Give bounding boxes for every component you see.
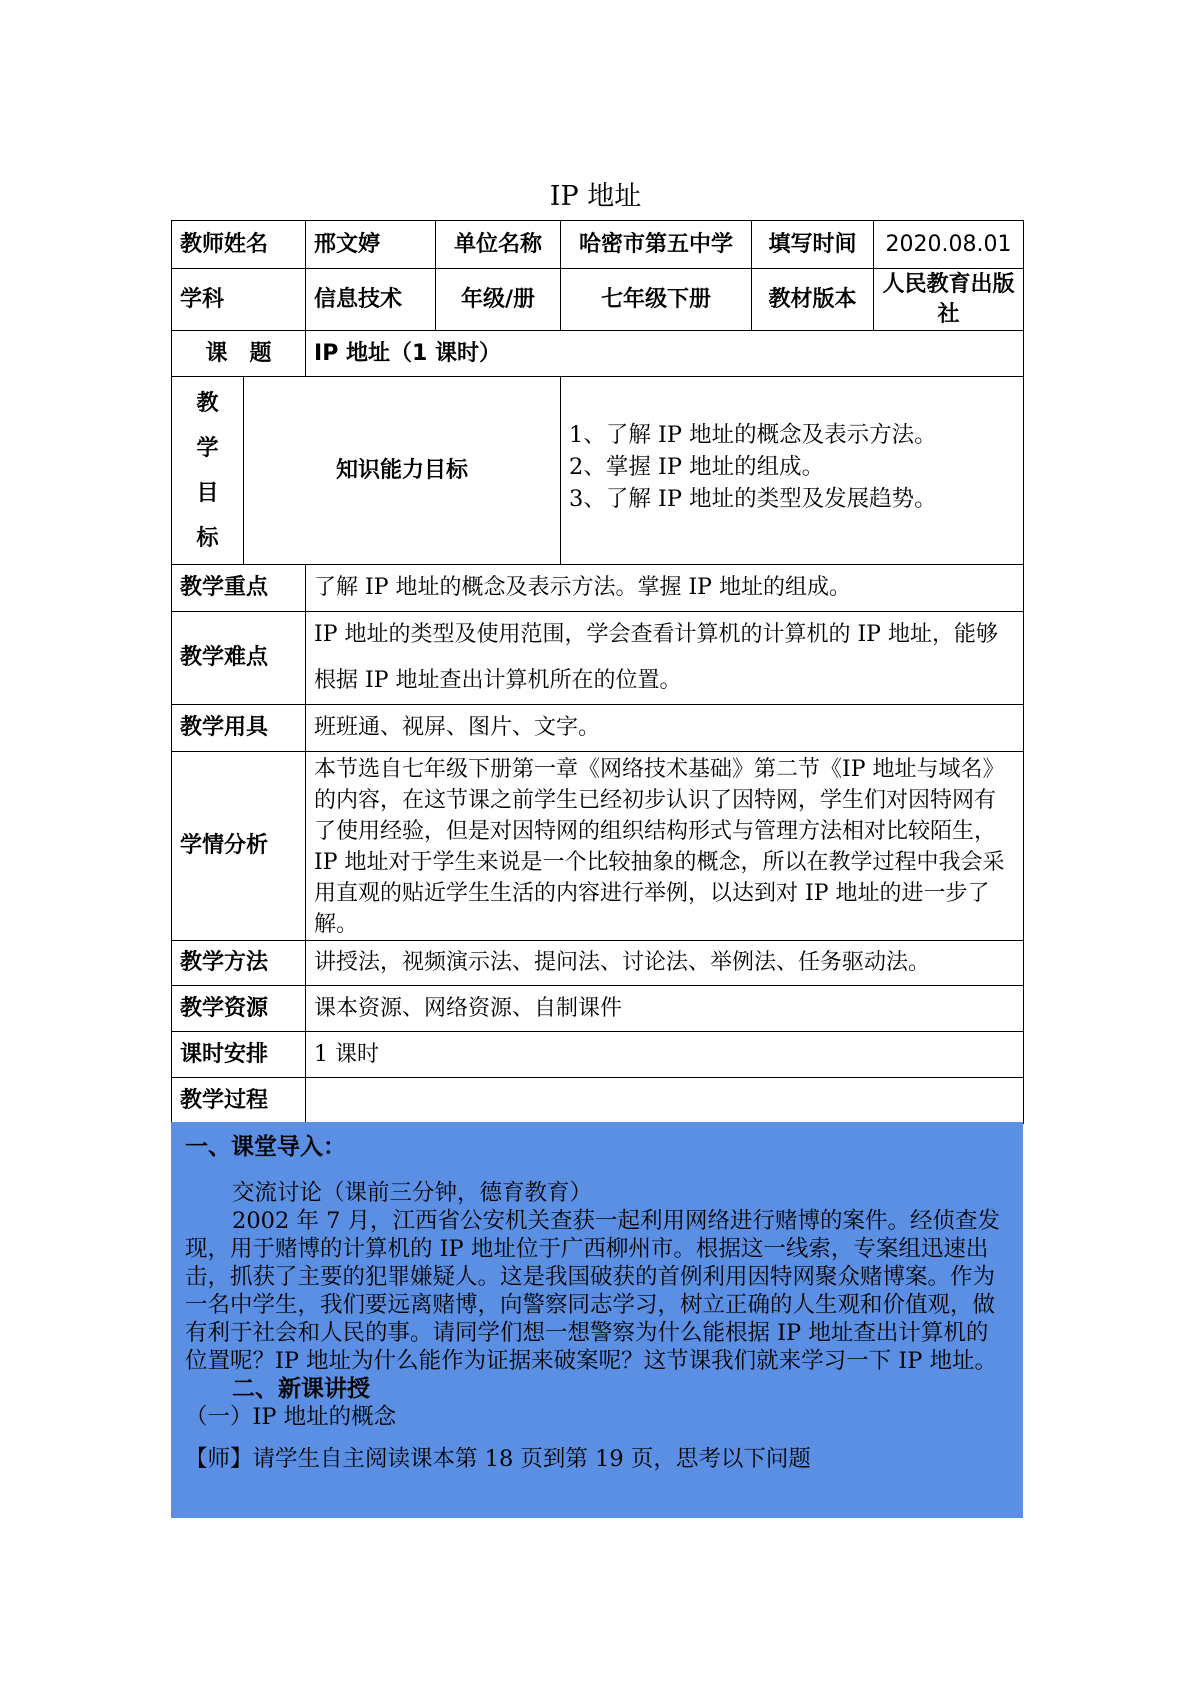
goals-sub-label: 知识能力目标	[244, 377, 561, 565]
tools-label: 教学用具	[172, 705, 306, 752]
lesson-plan-table	[171, 220, 1024, 1124]
teacher-name: 邢文婷	[306, 221, 436, 269]
concept-subheading: （一）IP 地址的概念	[185, 1404, 397, 1430]
process-label: 教学过程	[172, 1078, 306, 1124]
teacher-instruction: 【师】请学生自主阅读课本第 18 页到第 19 页，思考以下问题	[185, 1446, 811, 1472]
goals-char: 目	[196, 480, 219, 506]
topic-label: 课 题	[172, 331, 306, 377]
subject-label: 学科	[172, 269, 306, 331]
unit-name: 哈密市第五中学	[561, 221, 752, 269]
intro-heading: 一、课堂导入：	[185, 1134, 346, 1160]
difficulty-label: 教学难点	[172, 612, 306, 705]
teacher-label: 教师姓名	[172, 221, 306, 269]
goals-char: 学	[196, 435, 219, 461]
method-label: 教学方法	[172, 941, 306, 986]
tools-value: 班班通、视屏、图片、文字。	[306, 705, 1024, 752]
document-title: IP 地址	[549, 181, 642, 212]
resources-label: 教学资源	[172, 986, 306, 1032]
analysis-value: 本节选自七年级下册第一章《网络技术基础》第二节《IP 地址与域名》的内容，在这节课之前学生已经初步认识了因特网，学生们对因特网有了使用经验，但是对因特网的组织结构形式与管理方法相对比较陌生，IP 地址对于学生来说是一个比较抽象的概念，所以在教学过程中我会采用直观的贴近学生生活的内容进行举例，以达到对 IP 地址的进一步了解。	[306, 752, 1024, 941]
resources-value: 课本资源、网络资源、自制课件	[306, 986, 1024, 1032]
difficulty-value: IP 地址的类型及使用范围，学会查看计算机的计算机的 IP 地址，能够根据 IP 地址查出计算机所在的位置。	[306, 612, 1024, 705]
goals-char: 标	[196, 525, 219, 551]
goals-char: 教	[196, 390, 219, 416]
schedule-label: 课时安排	[172, 1032, 306, 1078]
topic-value: IP 地址（1 课时）	[306, 331, 1024, 377]
edition-label: 教材版本	[752, 269, 874, 331]
method-value: 讲授法，视频演示法、提问法、讨论法、举例法、任务驱动法。	[306, 941, 1024, 986]
new-lesson-heading: 二、新课讲授	[232, 1376, 370, 1402]
date-label: 填写时间	[752, 221, 874, 269]
focus-value: 了解 IP 地址的概念及表示方法。掌握 IP 地址的组成。	[306, 565, 1024, 612]
grade-label: 年级/册	[436, 269, 561, 331]
goals-list	[561, 377, 1024, 565]
goals-vertical-label	[172, 377, 244, 565]
goal-item: 3、了解 IP 地址的类型及发展趋势。	[569, 486, 937, 512]
goal-item: 2、掌握 IP 地址的组成。	[569, 454, 825, 480]
analysis-label: 学情分析	[172, 752, 306, 941]
intro-story: 2002 年 7 月，江西省公安机关查获一起利用网络进行赌博的案件。经侦查发现，用于赌博的计算机的 IP 地址位于广西柳州市。根据这一线索，专案组迅速出击，抓获了主要的犯罪嫌疑人。这是我国破获的首例利用因特网聚众赌博案。作为一名中学生，我们要远离赌博，向警察同志学习，树立正确的人生观和价值观，做有利于社会和人民的事。请同学们想一想警察为什么能根据 IP 地址查出计算机的位置呢？IP 地址为什么能作为证据来破案呢？这节课我们就来学习一下 IP 地址。	[185, 1208, 1001, 1374]
subject-value: 信息技术	[306, 269, 436, 331]
process-value	[306, 1078, 1024, 1124]
intro-discussion: 交流讨论（课前三分钟，德育教育）	[232, 1180, 593, 1206]
unit-label: 单位名称	[436, 221, 561, 269]
fill-date: 2020.08.01	[874, 221, 1024, 269]
intro-section	[171, 1122, 1023, 1518]
focus-label: 教学重点	[172, 565, 306, 612]
grade-value: 七年级下册	[561, 269, 752, 331]
schedule-value: 1 课时	[306, 1032, 1024, 1078]
goal-item: 1、了解 IP 地址的概念及表示方法。	[569, 422, 937, 448]
edition-value: 人民教育出版社	[874, 269, 1024, 331]
